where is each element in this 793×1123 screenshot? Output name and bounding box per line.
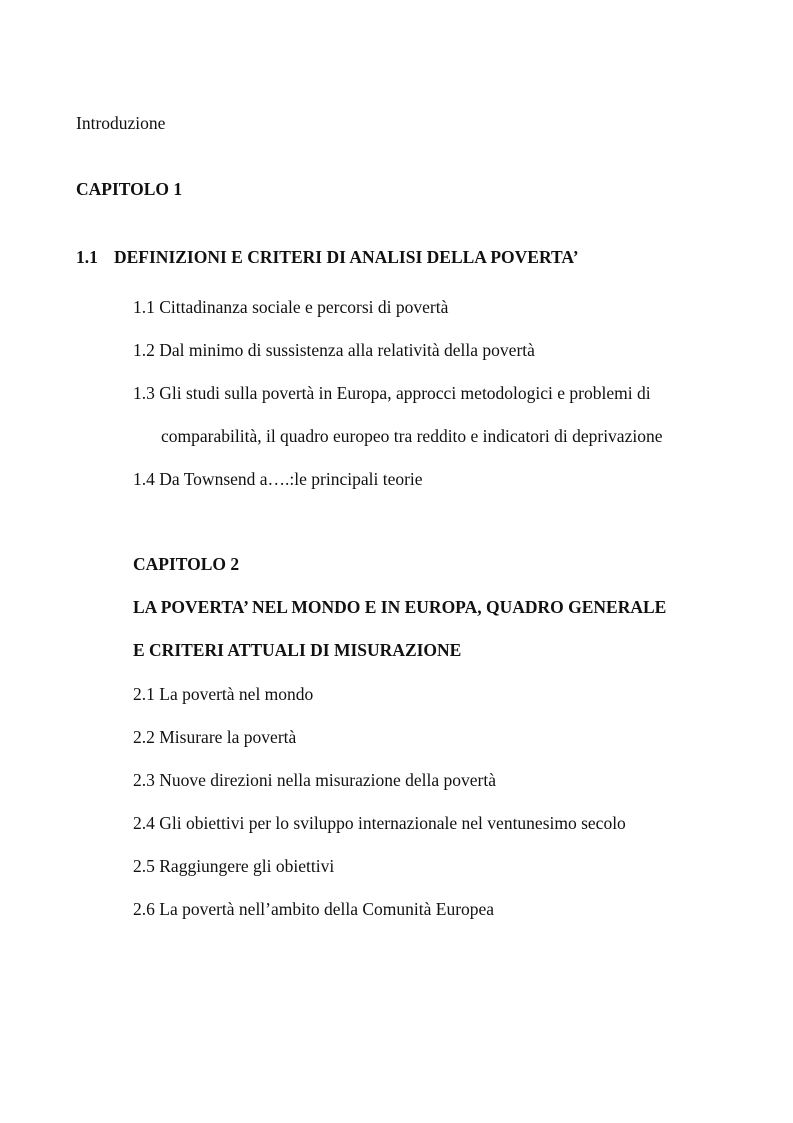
toc-entry-2-2: 2.2 Misurare la povertà	[133, 727, 297, 747]
chapter-2-title-line-2: E CRITERI ATTUALI DI MISURAZIONE	[133, 640, 462, 660]
toc-entry-1-1: 1.1 Cittadinanza sociale e percorsi di povertà	[133, 297, 449, 317]
toc-entry-1-3-continued: comparabilità, il quadro europeo tra reddito e indicatori di deprivazione	[161, 426, 663, 446]
section-number: 1.1	[76, 247, 98, 267]
toc-entry-1-3: 1.3 Gli studi sulla povertà in Europa, approcci metodologici e problemi di	[133, 383, 651, 403]
toc-entry-2-4: 2.4 Gli obiettivi per lo sviluppo internazionale nel ventunesimo secolo	[133, 813, 626, 833]
chapter-2-title-line-1: LA POVERTA’ NEL MONDO E IN EUROPA, QUADRO GENERALE	[133, 597, 667, 617]
introduction-label: Introduzione	[76, 113, 166, 133]
toc-entry-1-4: 1.4 Da Townsend a….:le principali teorie	[133, 469, 423, 489]
toc-entry-2-6: 2.6 La povertà nell’ambito della Comunità Europea	[133, 899, 495, 919]
toc-entry-2-5: 2.5 Raggiungere gli obiettivi	[133, 856, 335, 876]
toc-entry-2-3: 2.3 Nuove direzioni nella misurazione della povertà	[133, 770, 496, 790]
section-title: DEFINIZIONI E CRITERI DI ANALISI DELLA POVERTA’	[114, 247, 579, 267]
chapter-2-heading: CAPITOLO 2	[133, 554, 240, 574]
chapter-1-heading: CAPITOLO 1	[76, 179, 183, 199]
toc-entry-1-2: 1.2 Dal minimo di sussistenza alla relatività della povertà	[133, 340, 535, 360]
toc-entry-2-1: 2.1 La povertà nel mondo	[133, 684, 314, 704]
section-1-1-heading	[76, 247, 579, 267]
